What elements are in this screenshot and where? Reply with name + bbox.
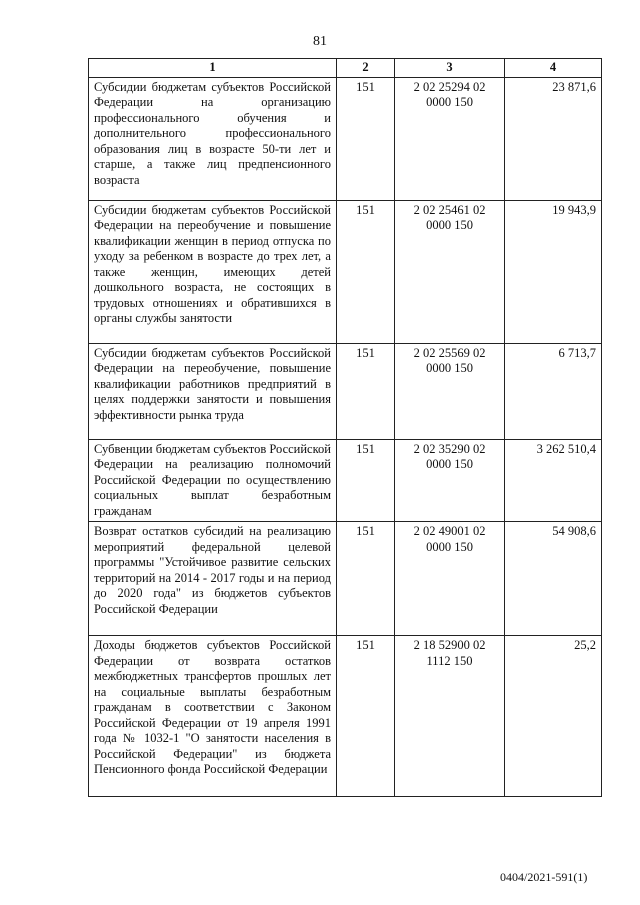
- row-name-cell: Субсидии бюджетам субъектов Российской Федерации на переобучение и повышение квалификации женщин в период отпуска по уходу за ребенком в возрасте до трех лет, а также женщин, имеющих детей дошкольного возраста, не состоящих в трудовых отношениях и обратившихся в органы службы занятости: [89, 200, 337, 343]
- row-name-cell: Субсидии бюджетам субъектов Российской Федерации на организацию профессионального обучения и дополнительного профессионального образования лиц в возрасте 50-ти лет и старше, а также лиц предпенсионного возраста: [89, 77, 337, 200]
- table-row: [89, 200, 602, 343]
- row-code-cell: 151: [337, 200, 395, 343]
- row-code-cell: 151: [337, 439, 395, 522]
- row-name-cell: Доходы бюджетов субъектов Российской Федерации от возврата остатков межбюджетных трансфертов прошлых лет на социальные выплаты безработным гражданам в соответствии с Законом Российской Федерации от 19 апреля 1991 года № 1032-1 "О занятости населения в Российской Федерации" из бюджета Пенсионного фонда Российской Федерации: [89, 636, 337, 797]
- row-amount-cell: 23 871,6: [505, 77, 602, 200]
- row-kbk-cell: 2 02 35290 02 0000 150: [395, 439, 505, 522]
- row-name-cell: Субсидии бюджетам субъектов Российской Федерации на переобучение, повышение квалификации работников предприятий в целях поддержки занятости и повышения эффективности рынка труда: [89, 343, 337, 439]
- table-row: [89, 343, 602, 439]
- column-header: 4: [505, 59, 602, 78]
- row-kbk-cell: 2 02 25461 02 0000 150: [395, 200, 505, 343]
- row-code-cell: 151: [337, 522, 395, 636]
- row-name-cell: Субвенции бюджетам субъектов Российской Федерации на реализацию полномочий Российской Федерации по осуществлению социальных выплат безработным гражданам: [89, 439, 337, 522]
- row-amount-cell: 54 908,6: [505, 522, 602, 636]
- row-amount-cell: 6 713,7: [505, 343, 602, 439]
- table-row: [89, 636, 602, 797]
- row-amount-cell: 19 943,9: [505, 200, 602, 343]
- row-code-cell: 151: [337, 343, 395, 439]
- row-code-cell: 151: [337, 636, 395, 797]
- column-header: 3: [395, 59, 505, 78]
- row-amount-cell: 3 262 510,4: [505, 439, 602, 522]
- row-kbk-cell: 2 02 25294 02 0000 150: [395, 77, 505, 200]
- row-amount-cell: 25,2: [505, 636, 602, 797]
- page-number: 81: [313, 34, 327, 49]
- column-header: 1: [89, 59, 337, 78]
- row-name-cell: Возврат остатков субсидий на реализацию мероприятий федеральной целевой программы "Устойчивое развитие сельских территорий на 2014 - 2017 годы и на период до 2020 года" из бюджетов субъектов Российской Федерации: [89, 522, 337, 636]
- row-kbk-cell: 2 18 52900 02 1112 150: [395, 636, 505, 797]
- table-row: [89, 439, 602, 522]
- row-kbk-cell: 2 02 49001 02 0000 150: [395, 522, 505, 636]
- table-header-row: [89, 59, 602, 78]
- table-row: [89, 77, 602, 200]
- table-row: [89, 522, 602, 636]
- row-code-cell: 151: [337, 77, 395, 200]
- row-kbk-cell: 2 02 25569 02 0000 150: [395, 343, 505, 439]
- column-header: 2: [337, 59, 395, 78]
- document-id: 0404/2021-591(1): [500, 870, 588, 884]
- revenue-table: [88, 58, 602, 797]
